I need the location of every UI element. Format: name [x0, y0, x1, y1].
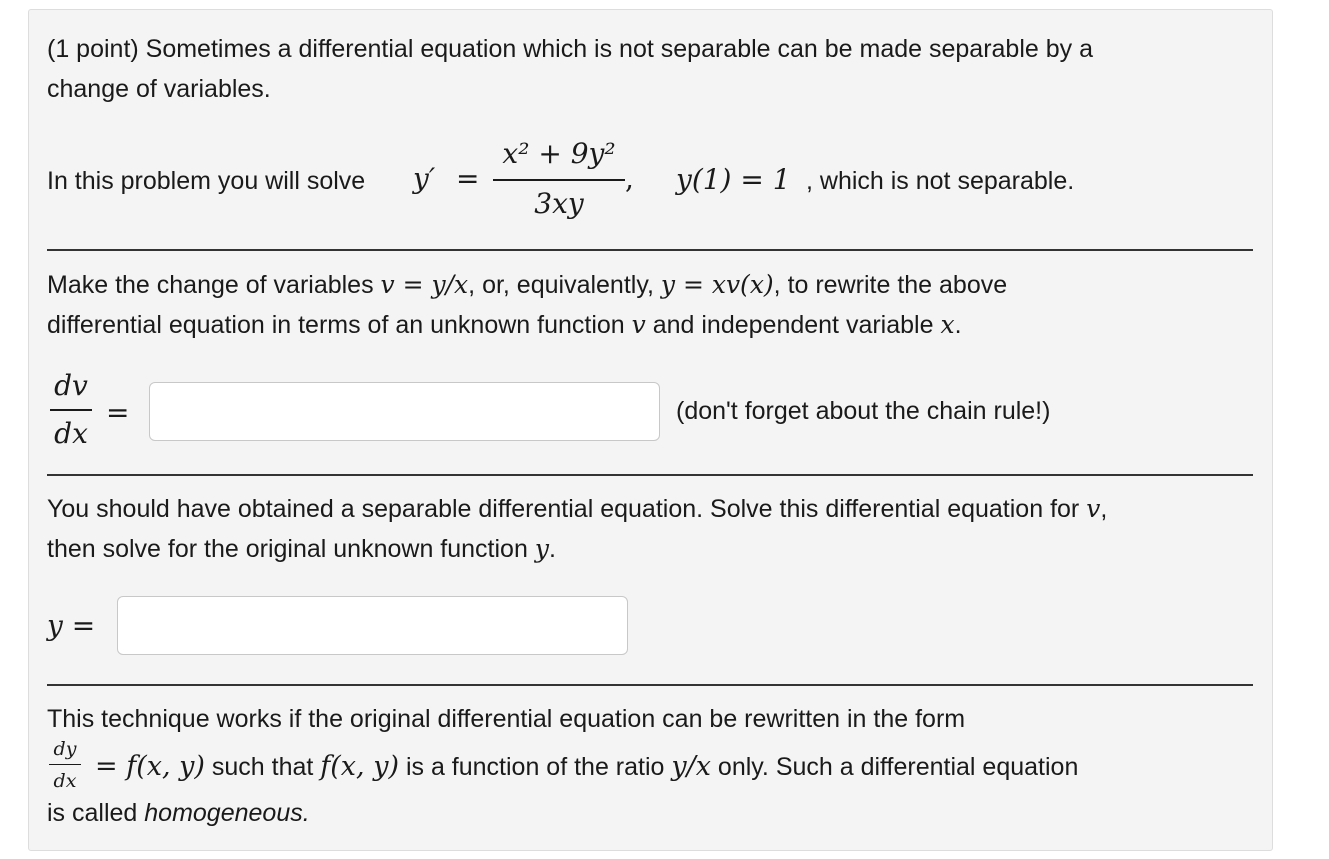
homogeneous-term: homogeneous. [144, 799, 310, 827]
substitution-v: v = y/x [380, 270, 469, 299]
intro-line-2: change of variables. [47, 75, 271, 103]
problem-comma: , [625, 162, 634, 195]
footer-line-3: is called homogeneous. [47, 799, 310, 827]
solve-line-2: then solve for the original unknown function y. [47, 534, 556, 563]
divider-1 [47, 249, 1253, 251]
solve-line-1: You should have obtained a separable differential equation. Solve this differential equation for v, [47, 494, 1108, 523]
problem-suffix: , which is not separable. [806, 167, 1075, 195]
dvdx-equals: = [106, 396, 130, 429]
change-line-2: differential equation in terms of an unknown function v and independent variable x. [47, 310, 962, 339]
dvdx-bar [50, 409, 92, 411]
dvdx-denominator: dx [54, 417, 88, 450]
dydx-fraction [49, 737, 81, 793]
divider-3 [47, 684, 1253, 686]
dydx-numerator: dy [53, 738, 77, 760]
chain-rule-hint: (don't forget about the chain rule!) [676, 397, 1051, 425]
substitution-y: y = xv(x) [660, 270, 774, 299]
problem-prefix: In this problem you will solve [47, 167, 366, 195]
footer-line-1: This technique works if the original differential equation can be rewritten in the form [47, 705, 966, 733]
fraction-bar [493, 179, 625, 181]
intro-line-1: (1 point) Sometimes a differential equation which is not separable can be made separable by a [47, 35, 1093, 63]
dydx-denominator: dx [53, 770, 77, 792]
fraction-denominator: 3xy [534, 187, 584, 220]
dvdx-numerator: dv [54, 369, 88, 402]
divider-2 [47, 474, 1253, 476]
change-line-1: Make the change of variables v = y/x, or, equivalently, y = xv(x), to rewrite the above [47, 270, 1008, 299]
fraction-numerator: x² + 9y² [502, 137, 616, 170]
y-answer-label: y = [47, 609, 96, 642]
problem-lhs: y′ [413, 162, 436, 195]
dvdx-fraction [50, 368, 92, 456]
problem-equals: = [456, 162, 480, 195]
problem-fraction [493, 134, 625, 224]
footer-line-2: = f(x, y) such that f(x, y) is a function of the ratio y/x only. Such a differential equation [95, 751, 1079, 782]
dydx-bar [49, 764, 81, 765]
initial-condition: y(1) = 1 [676, 163, 791, 196]
dvdx-answer-input[interactable] [149, 382, 660, 441]
y-answer-input[interactable] [117, 596, 628, 655]
